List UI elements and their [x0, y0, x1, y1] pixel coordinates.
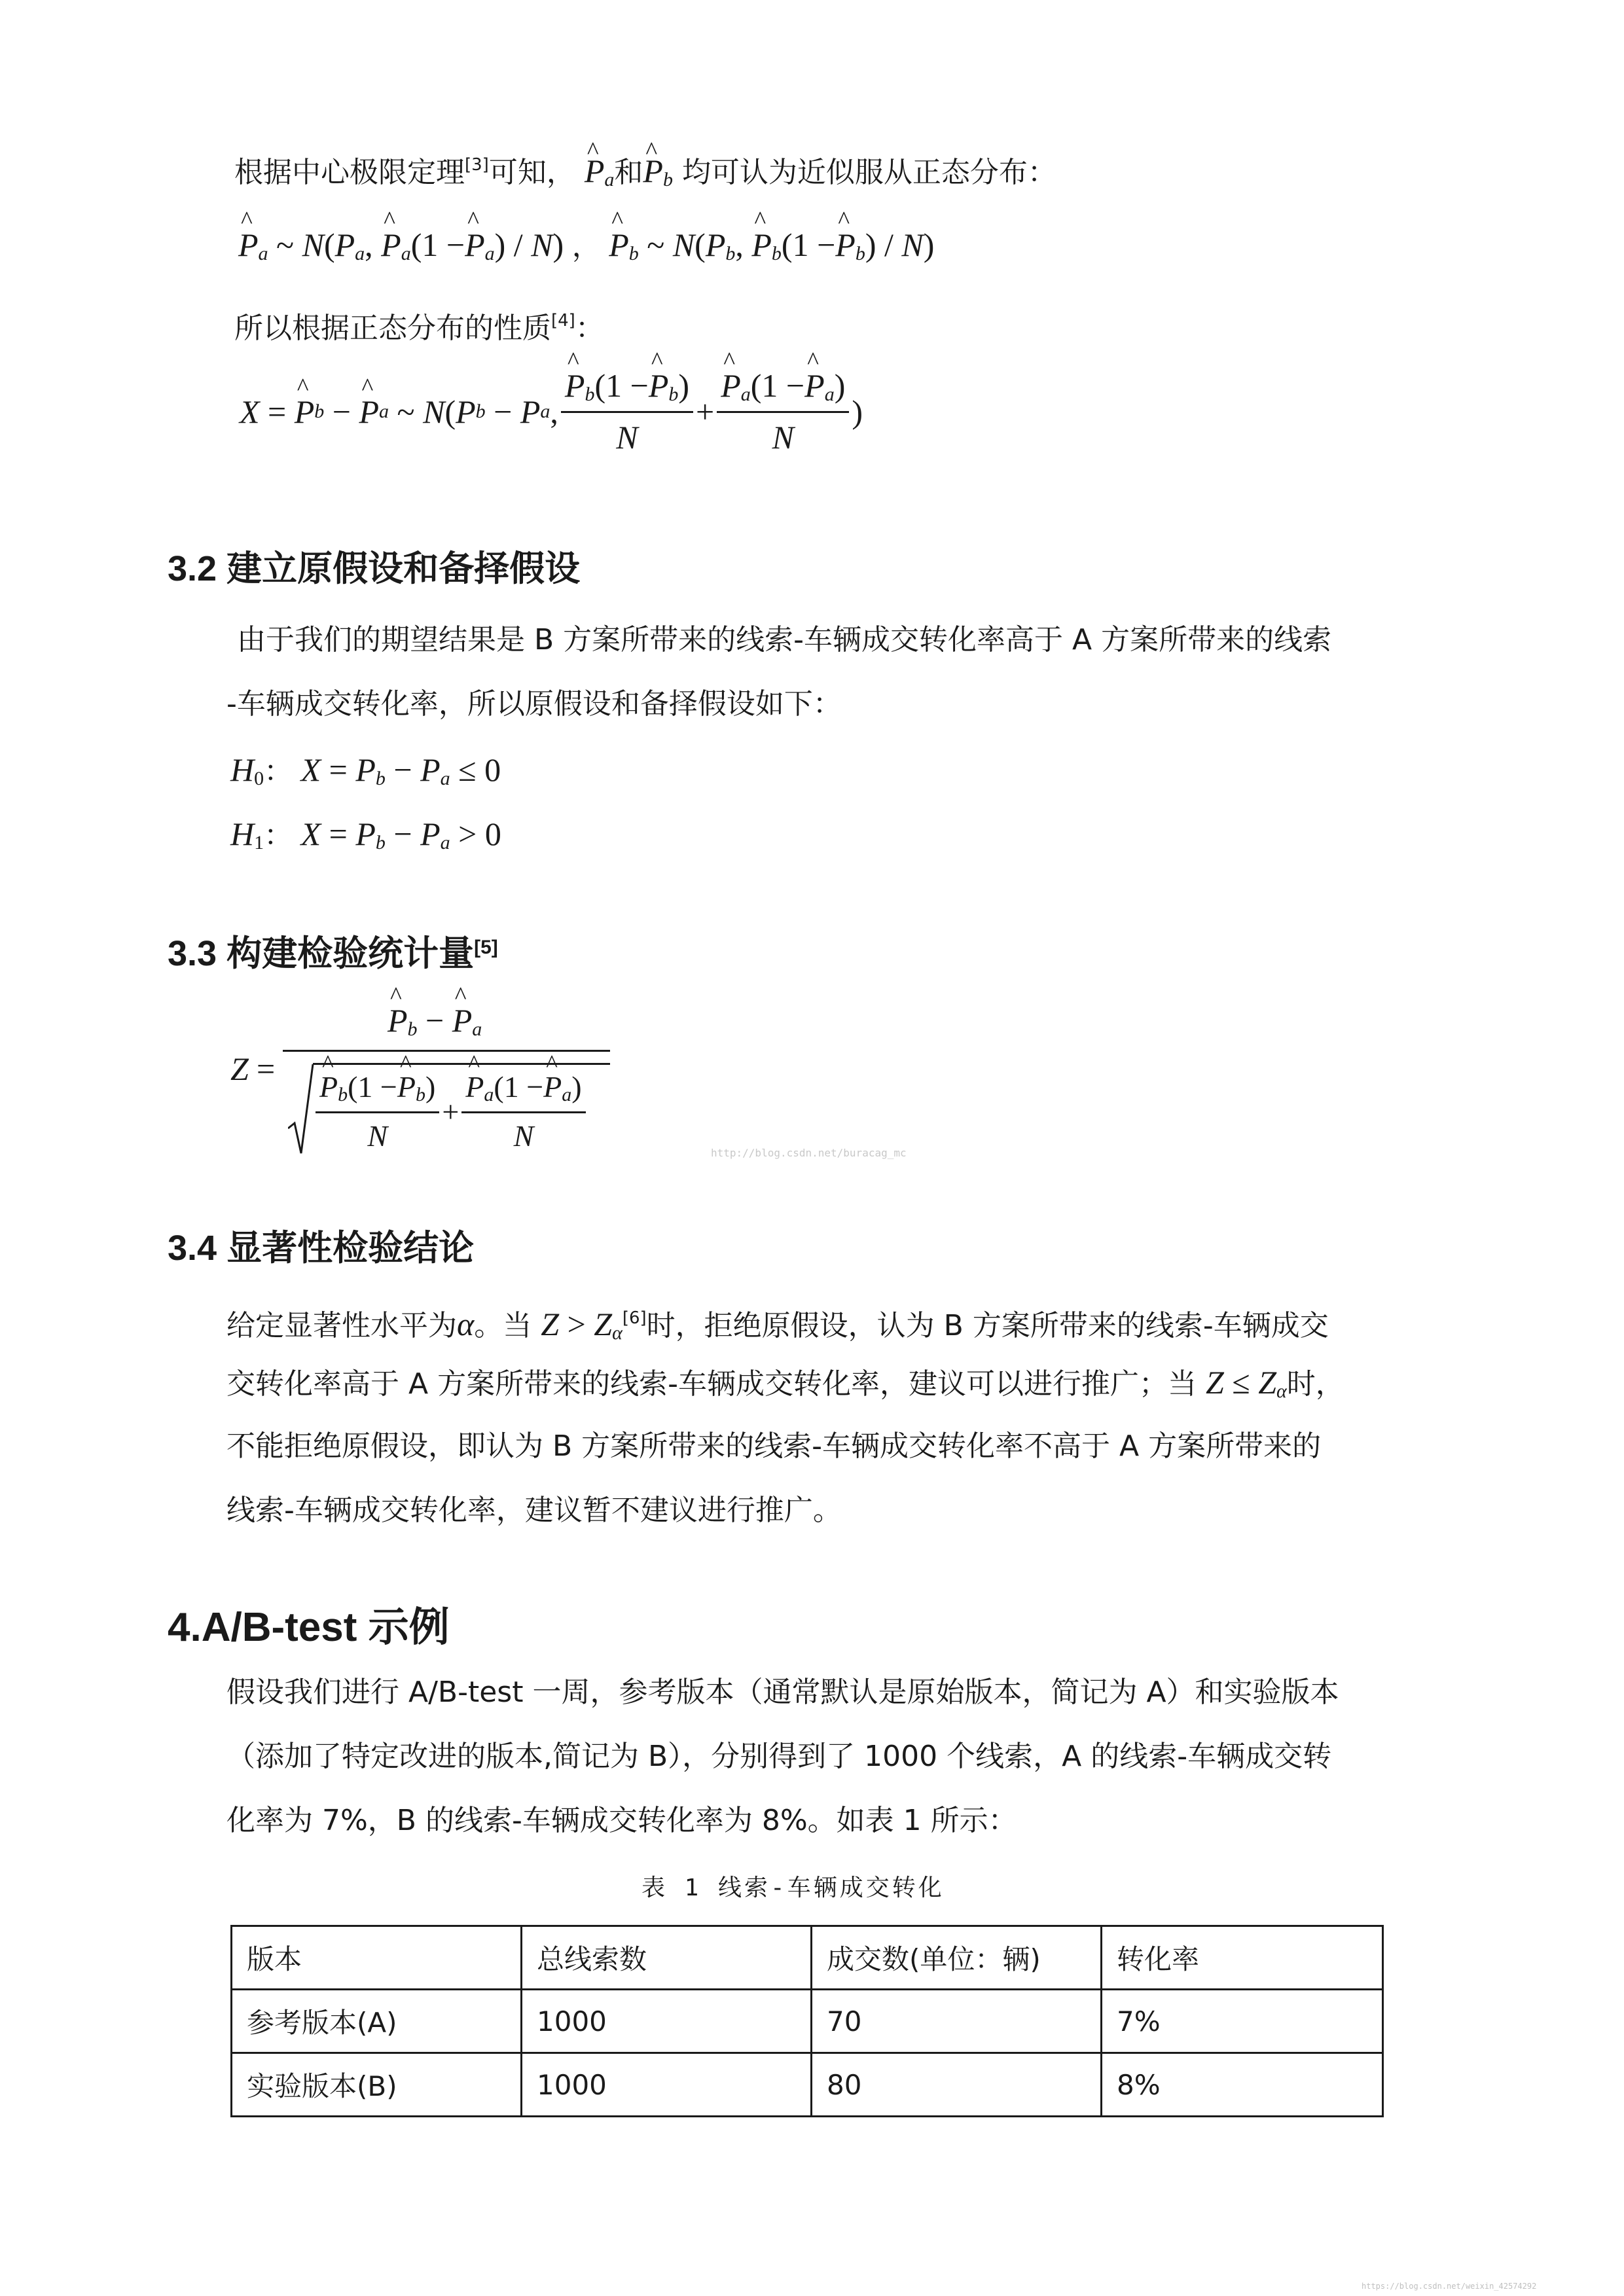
- table-caption: 表 1 线索-车辆成交转化: [641, 1874, 945, 1901]
- difference-distribution-formula: X = ^ P b − ^ P a ~ N ( P b − P a , ^ $\frac{P_b(1 -\^{} P_b)}{N}$ + ^ $\frac{P_a(1 -\^{} P_a)}{N}$ ): [240, 367, 863, 456]
- table-header-row: [232, 1926, 1383, 1990]
- intro-text-a: 根据中心极限定理: [234, 156, 465, 189]
- sec4-line-2: （添加了特定改进的版本,简记为 B），分别得到了 1000 个线索，A 的线索-车辆成交转: [226, 1740, 1332, 1773]
- blog-watermark: http://blog.csdn.net/buracag_mc: [711, 1147, 907, 1159]
- intro-text-c: 均可认为近似服从正态分布：: [681, 156, 1056, 189]
- sec4-line-3: 化率为 7%，B 的线索-车辆成交转化率为 8%。如表 1 所示：: [226, 1804, 1017, 1837]
- sec34-line-1: 给定显著性水平为α。当 $Z > Z_\alpha[6]$时，拒绝原假设，认为 B 方案所带来的线索-车辆成交: [226, 1306, 1329, 1344]
- table-header-cell: 转化率: [1102, 1926, 1383, 1990]
- intro-text-b: 可知，: [488, 156, 575, 189]
- sec4-line-1: 假设我们进行 A/B-test 一周，参考版本（通常默认是原始版本，简记为 A）和实验版本: [226, 1676, 1339, 1709]
- intro-line-1: [234, 145, 1056, 200]
- sec34-line-2: 交转化率高于 A 方案所带来的线索-车辆成交转化率，建议可以进行推广；当 $Z \le Z_\alpha$时，: [226, 1364, 1344, 1402]
- alpha-symbol: α: [457, 1306, 475, 1342]
- table-header-cell: 成交数(单位：辆): [812, 1926, 1102, 1990]
- p-hat-b-symbol: ^ $P_b$: [643, 152, 673, 189]
- table-cell: 70: [812, 1990, 1102, 2053]
- normal-property-line: 所以根据正态分布的性质[4]：: [234, 311, 604, 345]
- section-4-title: 4.A/B-test 示例: [168, 1605, 450, 1650]
- table-cell: 实验版本(B): [232, 2053, 522, 2117]
- table-cell: 1000: [522, 1990, 812, 2053]
- sec32-line-1: 由于我们的期望结果是 B 方案所带来的线索-车辆成交转化率高于 A 方案所带来的线索: [237, 623, 1332, 656]
- intro-and: 和: [614, 156, 643, 189]
- table-header-cell: 总线索数: [522, 1926, 812, 1990]
- table-header-cell: 版本: [232, 1926, 522, 1990]
- alternative-hypothesis: H1： $X = P_b - P_a > 0$: [230, 816, 501, 853]
- normal-property-text: 所以根据正态分布的性质: [234, 312, 551, 345]
- section-3-2-title: 3.2 建立原假设和备择假设: [168, 549, 581, 588]
- table-cell: 7%: [1102, 1990, 1383, 2053]
- sqrt-sign: [288, 1063, 314, 1155]
- citation-3[interactable]: [3]: [465, 155, 489, 175]
- sec32-line-2: -车辆成交转化率，所以原假设和备择假设如下：: [226, 687, 842, 721]
- table-cell: 1000: [522, 2053, 812, 2117]
- table-row: [232, 1990, 1383, 2053]
- p-hat-a-symbol: ^ $P_a$: [585, 152, 615, 189]
- distribution-formula: ^ $P_a$ ~ $N(P_a$, ^ $P_a(1$ −^ $P_a) / N$) ， ^ $P_b$ ~ $N(P_b$, ^ $P_b(1$ −^ $P_b) / N$): [238, 223, 934, 265]
- z-statistic-formula: Z = ^ $P_b$ − ^ $P_a$ ^ $\frac{P_b(1 -\^{} P_b)}{N}$ + ^ $\frac{P_a(1 -\^{} P_a)}{N}$: [230, 1001, 610, 1152]
- table-cell: 8%: [1102, 2053, 1383, 2117]
- sec34-line-4: 线索-车辆成交转化率，建议暂不建议进行推广。: [226, 1494, 842, 1527]
- section-3-3-title: 3.3 构建检验统计量[5]: [168, 934, 498, 973]
- citation-4[interactable]: [4]: [551, 311, 575, 331]
- citation-5[interactable]: [5]: [474, 937, 498, 958]
- table-cell: 80: [812, 2053, 1102, 2117]
- citation-6[interactable]: [6]: [622, 1308, 647, 1328]
- section-3-4-title: 3.4 显著性检验结论: [168, 1229, 475, 1268]
- conversion-table: [230, 1925, 1384, 2117]
- table-row: [232, 2053, 1383, 2117]
- corner-watermark: https://blog.csdn.net/weixin_42574292: [1362, 2282, 1537, 2291]
- table-cell: 参考版本(A): [232, 1990, 522, 2053]
- sec34-line-3: 不能拒绝原假设，即认为 B 方案所带来的线索-车辆成交转化率不高于 A 方案所带来的: [226, 1429, 1322, 1463]
- null-hypothesis: H0： $X = P_b - P_a \le 0$: [230, 751, 501, 789]
